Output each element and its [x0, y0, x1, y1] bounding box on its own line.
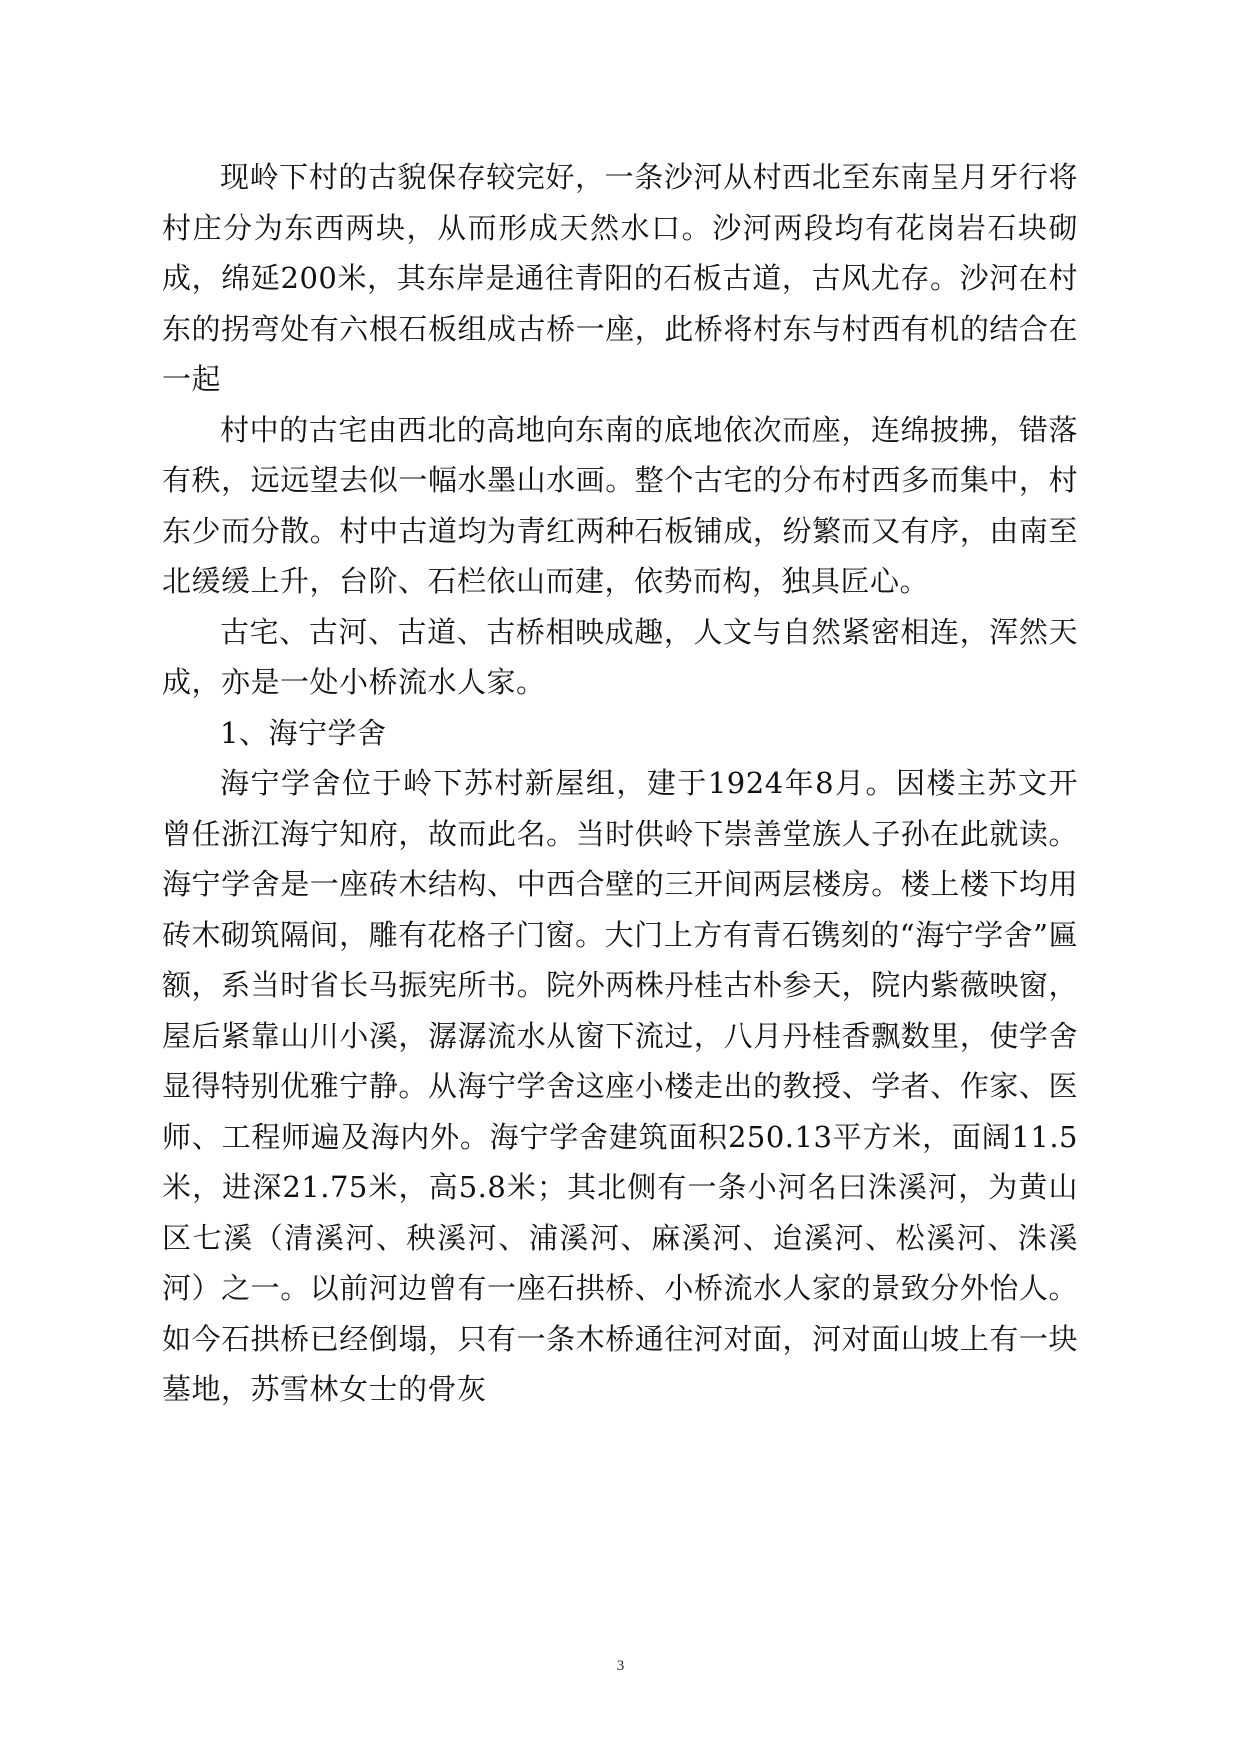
paragraph-scenery: 古宅、古河、古道、古桥相映成趣，人文与自然紧密相连，浑然天成，亦是一处小桥流水人家。 — [162, 614, 1078, 699]
paragraph-village-overview: 现岭下村的古貌保存较完好，一条沙河从村西北至东南呈月牙行将村庄分为东西两块，从而形成天然水口。沙河两段均有花岗岩石块砌成，绵延200米，其东岸是通往青阳的石板古道，古风尤存。沙河在村东的拐弯处有六根石板组成古桥一座，此桥将村东与村西有机的结合在一起 — [162, 160, 1078, 396]
document-body — [162, 152, 1078, 1415]
page-number: 3 — [616, 1658, 625, 1674]
paragraph-haining-school: 海宁学舍位于岭下苏村新屋组，建于1924年8月。因楼主苏文开曾任浙江海宁知府，故而此名。当时供岭下崇善堂族人子孙在此就读。海宁学舍是一座砖木结构、中西合壁的三开间两层楼房。楼上楼下均用砖木砌筑隔间，雕有花格子门窗。大门上方有青石镌刻的“海宁学舍”匾额，系当时省长马振宪所书。院外两株丹桂古朴参天，院内紫薇映窗，屋后紧靠山川小溪，潺潺流水从窗下流过，八月丹桂香飘数里，使学舍显得特别优雅宁静。从海宁学舍这座小楼走出的教授、学者、作家、医师、工程师遍及海内外。海宁学舍建筑面积250.13平方米，面阔11.5米，进深21.75米，高5.8米；其北侧有一条小河名曰洙溪河，为黄山区七溪（清溪河、秧溪河、浦溪河、麻溪河、迨溪河、松溪河、洙溪河）之一。以前河边曾有一座石拱桥、小桥流水人家的景致分外怡人。如今石拱桥已经倒塌，只有一条木桥通往河对面，河对面山坡上有一块墓地，苏雪林女士的骨灰 — [162, 766, 1078, 1406]
section-heading: 1、海宁学舍 — [220, 715, 387, 750]
paragraph-old-houses: 村中的古宅由西北的高地向东南的底地依次而座，连绵披拂，错落有秩，远远望去似一幅水墨山水画。整个古宅的分布村西多而集中，村东少而分散。村中古道均为青红两种石板铺成，纷繁而又有序，由南至北缓缓上升，台阶、石栏依山而建，依势而构，独具匠心。 — [162, 412, 1078, 598]
